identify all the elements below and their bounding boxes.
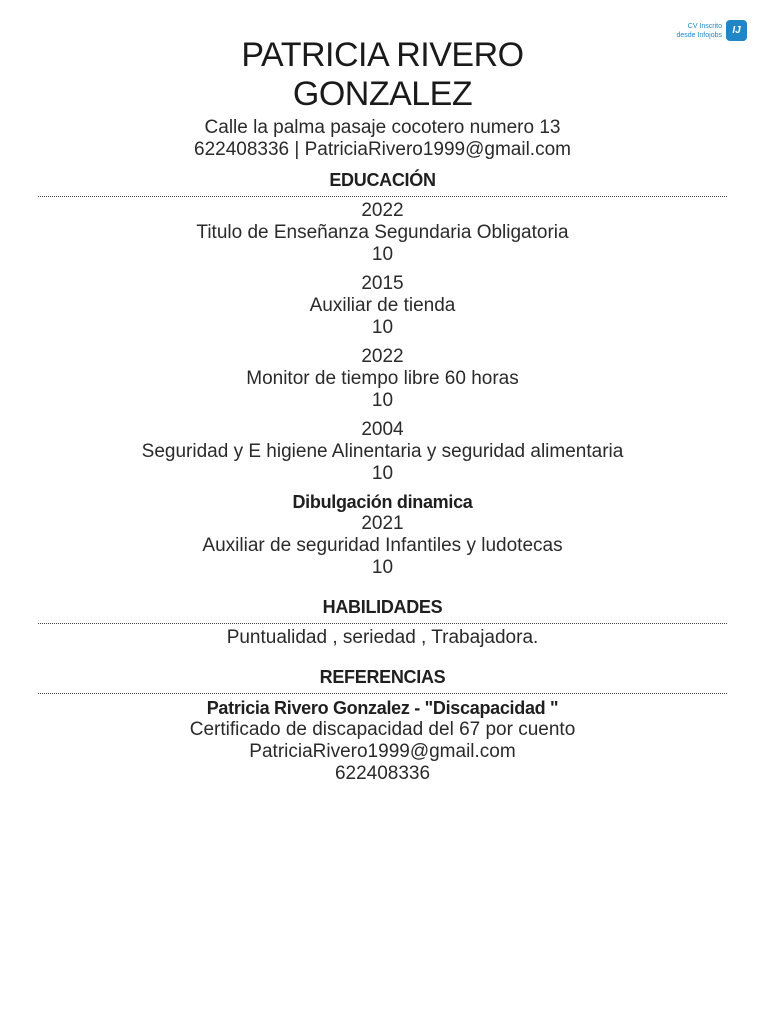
entry-name: Auxiliar de seguridad Infantiles y ludotecas — [202, 535, 563, 556]
entry-year: 2004 — [361, 419, 404, 440]
education-title: EDUCACIÓN — [329, 170, 436, 190]
reference-detail: Certificado de discapacidad del 67 por cuento — [189, 719, 576, 740]
infojobs-logo-icon: IJ — [726, 20, 747, 41]
skills-section — [38, 596, 727, 649]
entry-grade: 10 — [371, 557, 394, 578]
section-divider — [38, 693, 727, 694]
entry-grade: 10 — [371, 244, 394, 265]
subsection-title: Dibulgación dinamica — [292, 492, 473, 512]
entry-name: Auxiliar de tienda — [309, 295, 456, 316]
address-line: Calle la palma pasaje cocotero numero 13 — [204, 117, 561, 138]
cv-document — [38, 36, 727, 785]
entry-name: Seguridad y E higiene Alinentaria y seguridad alimentaria — [141, 441, 624, 462]
education-subsection — [38, 491, 727, 579]
education-entry — [38, 419, 727, 485]
badge-line-2: desde Infojobs — [676, 31, 722, 39]
candidate-name: PATRICIA RIVERO GONZALEZ — [241, 36, 524, 113]
education-entry — [38, 273, 727, 339]
skills-title: HABILIDADES — [322, 597, 443, 617]
reference-name: Patricia Rivero Gonzalez - "Discapacidad " — [206, 698, 559, 718]
badge-line-1: CV Inscrito — [687, 22, 722, 30]
references-title: REFERENCIAS — [319, 667, 446, 687]
entry-grade: 10 — [371, 317, 394, 338]
entry-year: 2022 — [361, 346, 404, 367]
reference-email: PatriciaRivero1999@gmail.com — [249, 741, 516, 762]
entry-name: Titulo de Enseñanza Segundaria Obligatoria — [196, 222, 569, 243]
entry-year: 2022 — [361, 200, 404, 221]
education-section — [38, 169, 727, 579]
section-divider — [38, 623, 727, 624]
education-entry — [38, 346, 727, 412]
entry-year: 2021 — [361, 513, 404, 534]
references-section — [38, 666, 727, 785]
skills-text: Puntualidad , seriedad , Trabajadora. — [226, 627, 539, 648]
entry-grade: 10 — [371, 390, 394, 411]
contact-line: 622408336 | PatriciaRivero1999@gmail.com — [194, 139, 571, 160]
entry-grade: 10 — [371, 463, 394, 484]
entry-year: 2015 — [361, 273, 404, 294]
entry-name: Monitor de tiempo libre 60 horas — [246, 368, 519, 389]
section-divider — [38, 196, 727, 197]
education-entry — [38, 200, 727, 266]
reference-phone: 622408336 — [334, 763, 431, 784]
